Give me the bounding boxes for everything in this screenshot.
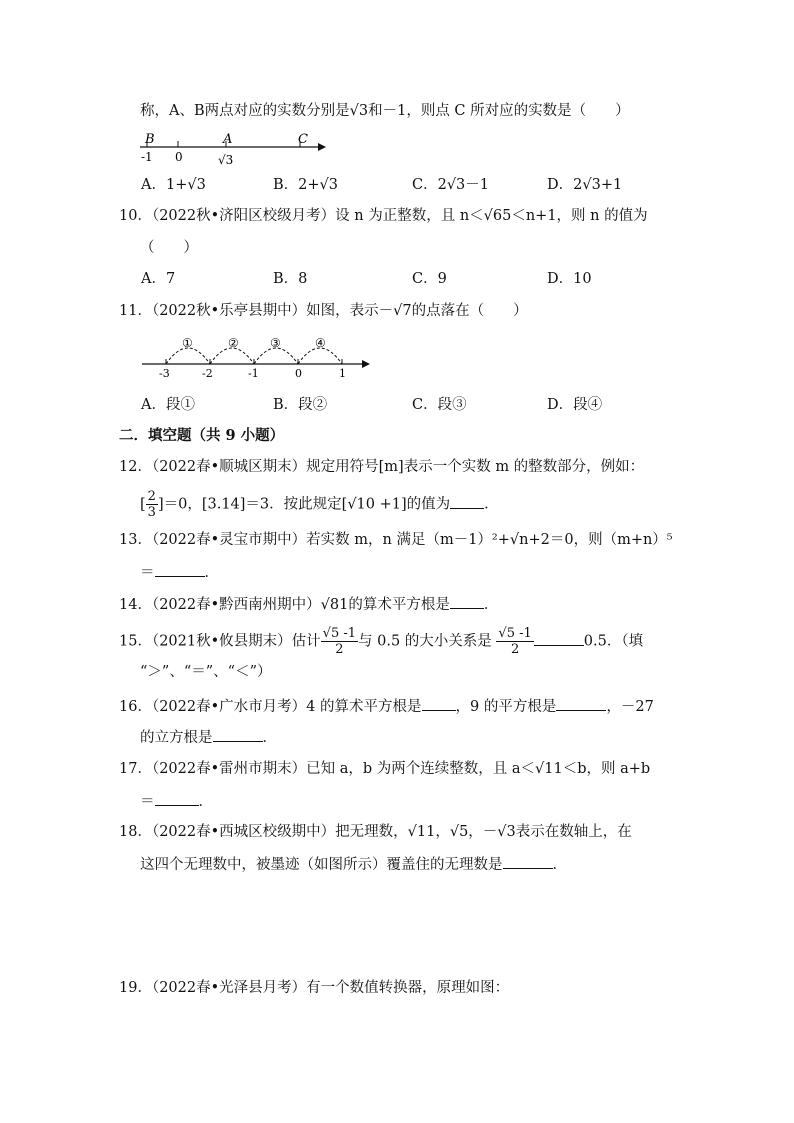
q9-tick-sqrt3: √3 <box>218 153 234 167</box>
q15-mid: 与 0.5 的大小关系是 <box>358 633 492 650</box>
q17-equals: ＝ <box>140 794 155 810</box>
q11-tick-0: 0 <box>295 367 302 380</box>
q16-end: ． <box>262 730 277 746</box>
q11-option-d[interactable]: D．段④ <box>547 397 603 413</box>
q10-option-a[interactable]: A．7 <box>141 271 176 287</box>
q9-label-B: B <box>145 132 155 147</box>
q17-answer-blank[interactable] <box>155 791 199 806</box>
q10-option-b[interactable]: B．8 <box>273 271 308 287</box>
q16-part-a: 16．（2022春•广水市月考）4 的算术平方根是 <box>119 699 422 715</box>
q15-line1 <box>119 626 643 657</box>
q15-prefix: 15．（2021秋•攸县期末）估计 <box>119 633 321 650</box>
q15-frac2-den: 2 <box>510 642 520 657</box>
q17-line1: 17．（2022春•雷州市期末）已知 a，b 为两个连续整数，且 a＜√11＜b，则 a+b <box>119 761 651 777</box>
q14-text: 14．（2022春•黔西南州期中）√81的算术平方根是 <box>119 597 450 613</box>
q12-end: ． <box>484 496 499 513</box>
q13-line1: 13．（2022春•灵宝市期中）若实数 m，n 满足（m－1）²+√n+2＝0，则（m+n）⁵ <box>119 532 673 548</box>
q18-answer-blank[interactable] <box>503 854 553 869</box>
q16-line1 <box>119 696 654 717</box>
q9-label-A: A <box>223 132 233 147</box>
q11-number-line <box>140 330 375 380</box>
q16-answer-blank-1[interactable] <box>422 696 456 711</box>
q13-line2 <box>140 562 219 583</box>
q9-option-d[interactable]: D．2√3+1 <box>547 177 623 193</box>
q19-line: 19．（2022春•光泽县月考）有一个数值转换器，原理如图： <box>119 980 510 996</box>
q16-part-c: ，－27 <box>606 699 654 715</box>
q13-answer-blank[interactable] <box>155 562 205 577</box>
q15-frac2-num: √5 -1 <box>498 626 532 641</box>
q9-option-c[interactable]: C．2√3－1 <box>412 177 490 193</box>
q11-option-a[interactable]: A．段① <box>141 397 195 413</box>
q11-tick-neg3: -3 <box>159 367 170 380</box>
q9-tick-0: 0 <box>175 150 183 164</box>
q17-line2 <box>140 791 213 812</box>
q15-answer-blank[interactable] <box>534 631 584 646</box>
q10-option-d[interactable]: D．10 <box>547 271 592 287</box>
q11-seg-4: ④ <box>315 336 326 350</box>
q9-option-a[interactable]: A．1+√3 <box>141 177 206 193</box>
q12-frac-num: 2 <box>147 489 156 504</box>
q11-tick-neg1: -1 <box>248 367 259 380</box>
q15-fraction-2 <box>496 626 533 657</box>
q11-stem: 11．（2022秋•乐亭县期中）如图，表示－√7的点落在（ ） <box>119 303 528 319</box>
q18-line2 <box>140 854 567 875</box>
q13-end: ． <box>204 565 219 581</box>
q16-answer-blank-3[interactable] <box>213 727 263 742</box>
q14-answer-blank[interactable] <box>450 594 484 609</box>
q10-stem: 10．（2022秋•济阳区校级月考）设 n 为正整数，且 n＜√65＜n+1，则 n 的值为 <box>119 208 648 224</box>
q16-line2 <box>140 727 277 748</box>
q15-frac1-den: 2 <box>335 642 344 657</box>
q12-answer-blank[interactable] <box>450 494 484 509</box>
q10-option-c[interactable]: C．9 <box>412 271 447 287</box>
q11-seg-1: ① <box>182 336 193 350</box>
section-title-fill-blank: 二．填空题（共 9 小题） <box>119 427 285 444</box>
q12-line1: 12．（2022春•顺城区期末）规定用符号[m]表示一个实数 m 的整数部分，例如： <box>119 459 645 475</box>
q11-option-b[interactable]: B．段② <box>273 397 328 413</box>
q11-seg-2: ② <box>228 336 239 350</box>
q9-tick-neg1: -1 <box>141 150 153 164</box>
q9-option-b[interactable]: B．2+√3 <box>273 177 338 193</box>
q18-line1: 18．（2022春•西城区校级期中）把无理数，√11，√5，－√3表示在数轴上，在 <box>119 824 632 840</box>
q15-suffix: 0.5．（填 <box>583 633 644 650</box>
q12-frac-den: 3 <box>147 505 156 520</box>
q12-bracket-open: [ <box>140 496 146 513</box>
q9-number-line <box>138 128 328 170</box>
q11-tick-1: 1 <box>339 367 346 380</box>
q14-end: ． <box>483 597 499 613</box>
q14-line <box>119 594 498 615</box>
q17-end: ． <box>198 794 213 810</box>
q10-stem-paren: （ ） <box>140 240 198 256</box>
q9-stem: 称，A、B两点对应的实数分别是√3和－1，则点 C 所对应的实数是（ ） <box>140 103 630 119</box>
q12-line2 <box>140 489 499 520</box>
q18-end: ． <box>552 857 567 873</box>
q16-part-b: ，9 的平方根是 <box>455 699 557 715</box>
q16-answer-blank-2[interactable] <box>556 696 606 711</box>
q11-seg-3: ③ <box>270 336 281 350</box>
q15-frac1-num: √5 -1 <box>322 626 357 641</box>
q12-fraction <box>146 489 158 520</box>
q12-rest: ]＝0，[3.14]＝3．按此规定[√10 +1]的值为 <box>157 496 451 513</box>
q13-equals: ＝ <box>140 565 155 581</box>
q9-label-C: C <box>298 132 308 147</box>
q16-part-d: 的立方根是 <box>140 730 213 746</box>
q18-text: 这四个无理数中，被墨迹（如图所示）覆盖住的无理数是 <box>140 857 503 873</box>
q11-option-c[interactable]: C．段③ <box>412 397 467 413</box>
q11-tick-neg2: -2 <box>202 367 213 380</box>
q15-fraction-1 <box>321 626 358 657</box>
q15-line2: “＞”、“＝”、“＜”） <box>140 664 272 680</box>
